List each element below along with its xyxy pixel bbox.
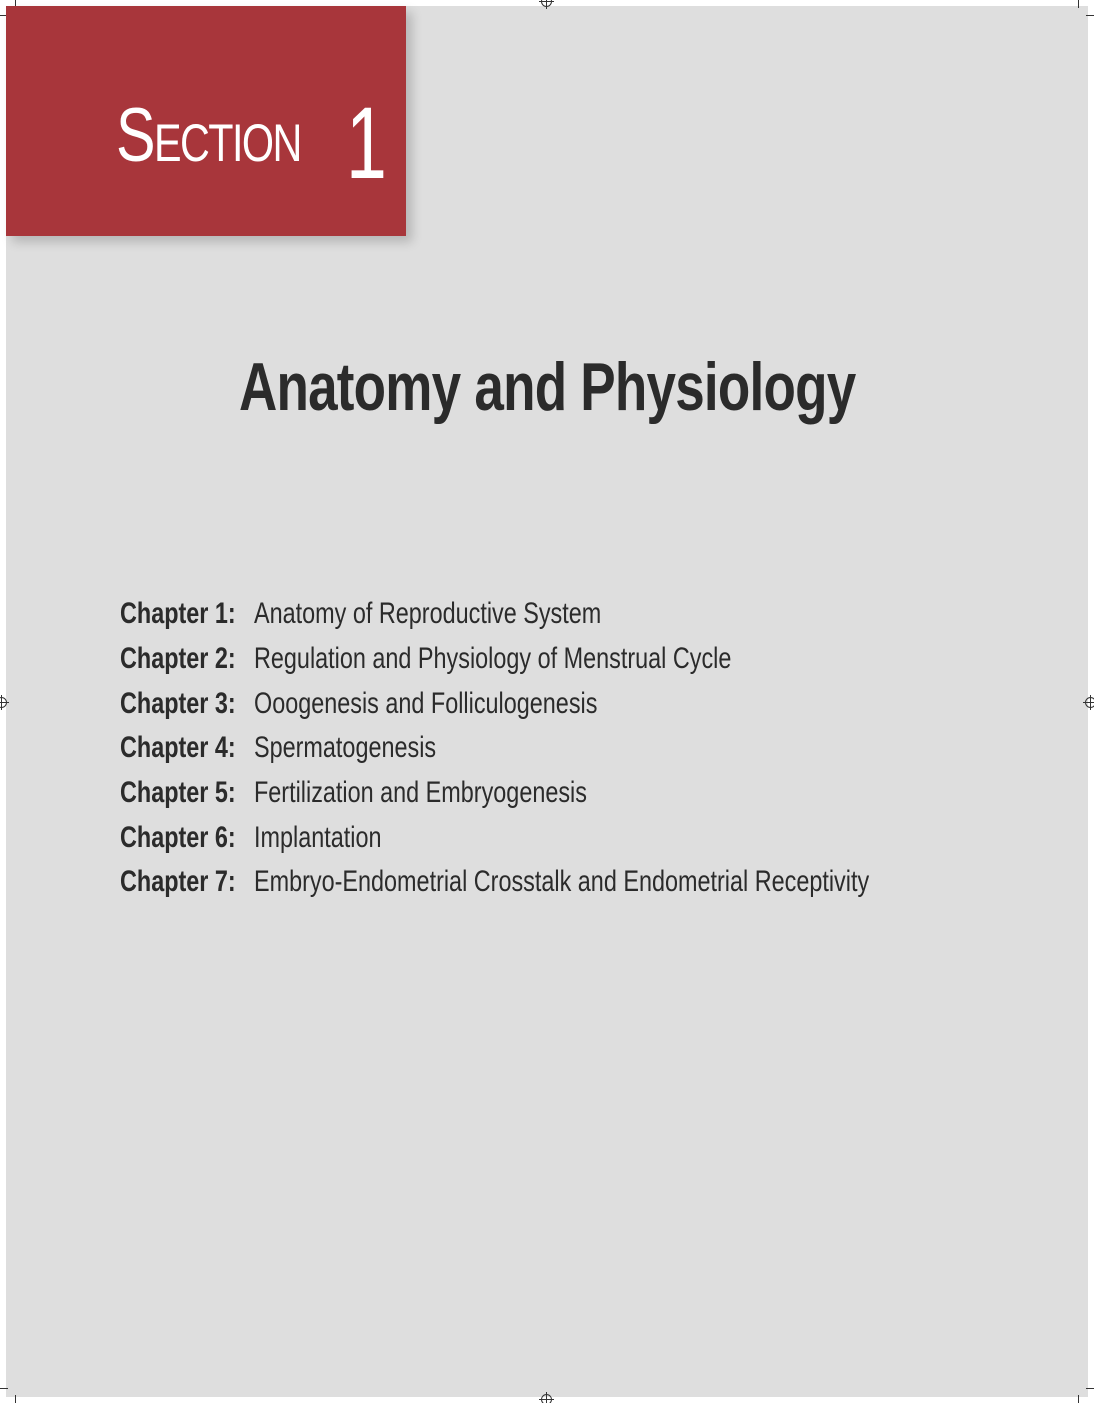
chapter-label: Chapter 7: <box>120 865 236 899</box>
crop-mark-bottom-left <box>15 1395 16 1403</box>
page-title <box>0 348 1094 426</box>
chapter-list <box>120 592 1043 905</box>
crop-mark-top-right <box>1078 0 1079 8</box>
crop-mark-top-right-h <box>1086 15 1094 16</box>
section-number: 1 <box>346 86 387 200</box>
chapter-label: Chapter 4: <box>120 731 236 765</box>
chapter-item <box>120 771 1043 816</box>
chapter-title: Spermatogenesis <box>254 731 437 765</box>
chapter-item <box>120 592 1043 637</box>
chapter-label: Chapter 6: <box>120 820 236 854</box>
chapter-label: Chapter 5: <box>120 776 236 810</box>
chapter-title: Regulation and Physiology of Menstrual Cycle <box>254 642 732 676</box>
chapter-label: Chapter 2: <box>120 642 236 676</box>
chapter-item <box>120 637 1043 682</box>
crop-mark-bottom-right <box>1078 1395 1079 1403</box>
chapter-label: Chapter 1: <box>120 597 236 631</box>
chapter-title: Fertilization and Embryogenesis <box>254 776 587 810</box>
chapter-title: Ooogenesis and Folliculogenesis <box>254 686 598 720</box>
crop-mark-bottom-right-h <box>1086 1388 1094 1389</box>
section-label <box>116 86 387 200</box>
chapter-item <box>120 815 1043 860</box>
chapter-label: Chapter 3: <box>120 686 236 720</box>
chapter-item <box>120 681 1043 726</box>
chapter-item <box>120 726 1043 771</box>
registration-mark-bottom <box>541 1394 552 1403</box>
chapter-title: Implantation <box>254 820 382 854</box>
chapter-title: Embryo-Endometrial Crosstalk and Endometrial Receptivity <box>254 865 870 899</box>
chapter-item <box>120 860 1043 905</box>
page-title-text: Anatomy and Physiology <box>238 349 856 425</box>
registration-mark-right <box>1085 697 1094 708</box>
section-word: Section <box>116 93 301 178</box>
chapter-title: Anatomy of Reproductive System <box>254 597 602 631</box>
crop-mark-bottom-left-h <box>0 1388 8 1389</box>
section-banner <box>6 6 406 236</box>
